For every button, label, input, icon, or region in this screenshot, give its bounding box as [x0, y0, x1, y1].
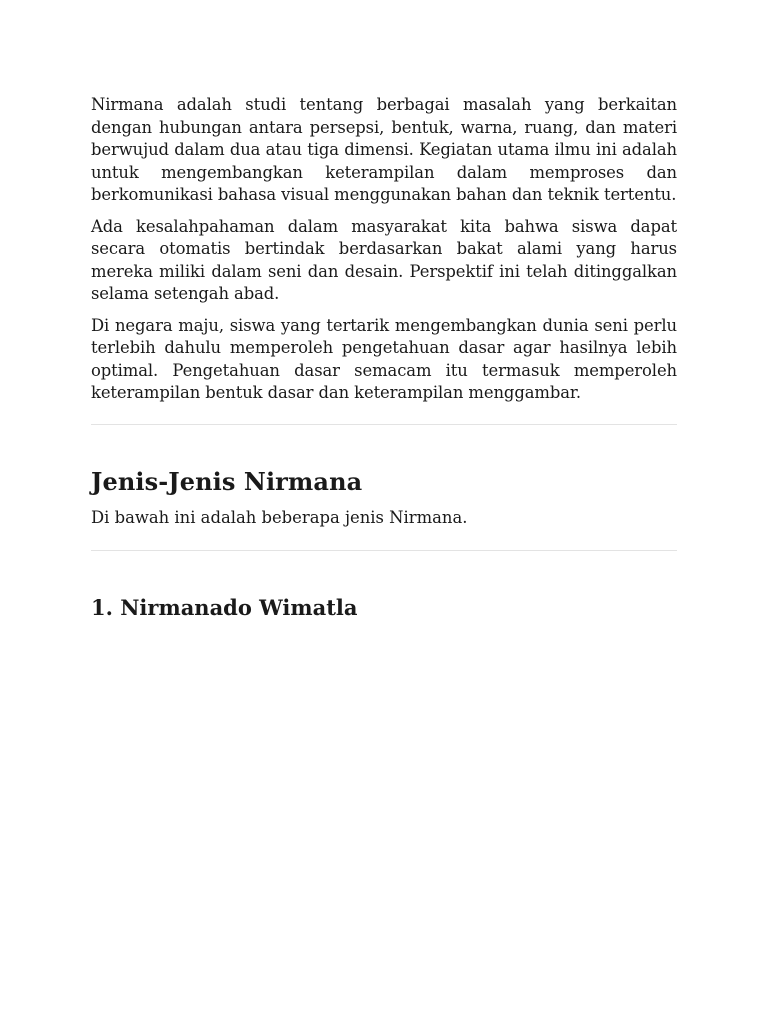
section-intro: Di bawah ini adalah beberapa jenis Nirmana. — [91, 507, 468, 527]
section-divider — [91, 550, 677, 551]
subsection-title: 1. Nirmanado Wimatla — [91, 594, 358, 620]
paragraph-intro: Nirmana adalah studi tentang berbagai masalah yang berkaitan dengan hubungan antara persepsi, bentuk, warna, ruang, dan materi berwujud dalam dua atau tiga dimensi. Kegiatan utama ilmu ini adalah untuk mengembangkan keterampilan dalam memproses dan berkomunikasi bahasa visual menggunakan bahan dan teknik tertentu. — [91, 95, 677, 204]
paragraph-developed-countries: Di negara maju, siswa yang tertarik mengembangkan dunia seni perlu terlebih dahulu memperoleh pengetahuan dasar agar hasilnya lebih optimal. Pengetahuan dasar semacam itu termasuk memperoleh keterampilan bentuk dasar dan keterampilan menggambar. — [91, 315, 677, 402]
section-divider — [91, 424, 677, 425]
paragraph-misconception: Ada kesalahpahaman dalam masyarakat kita bahwa siswa dapat secara otomatis bertindak berdasarkan bakat alami yang harus mereka miliki dalam seni dan desain. Perspektif ini telah ditinggalkan selama setengah abad. — [91, 216, 677, 303]
article-body — [91, 94, 677, 622]
section-title: Jenis-Jenis Nirmana — [91, 466, 363, 496]
